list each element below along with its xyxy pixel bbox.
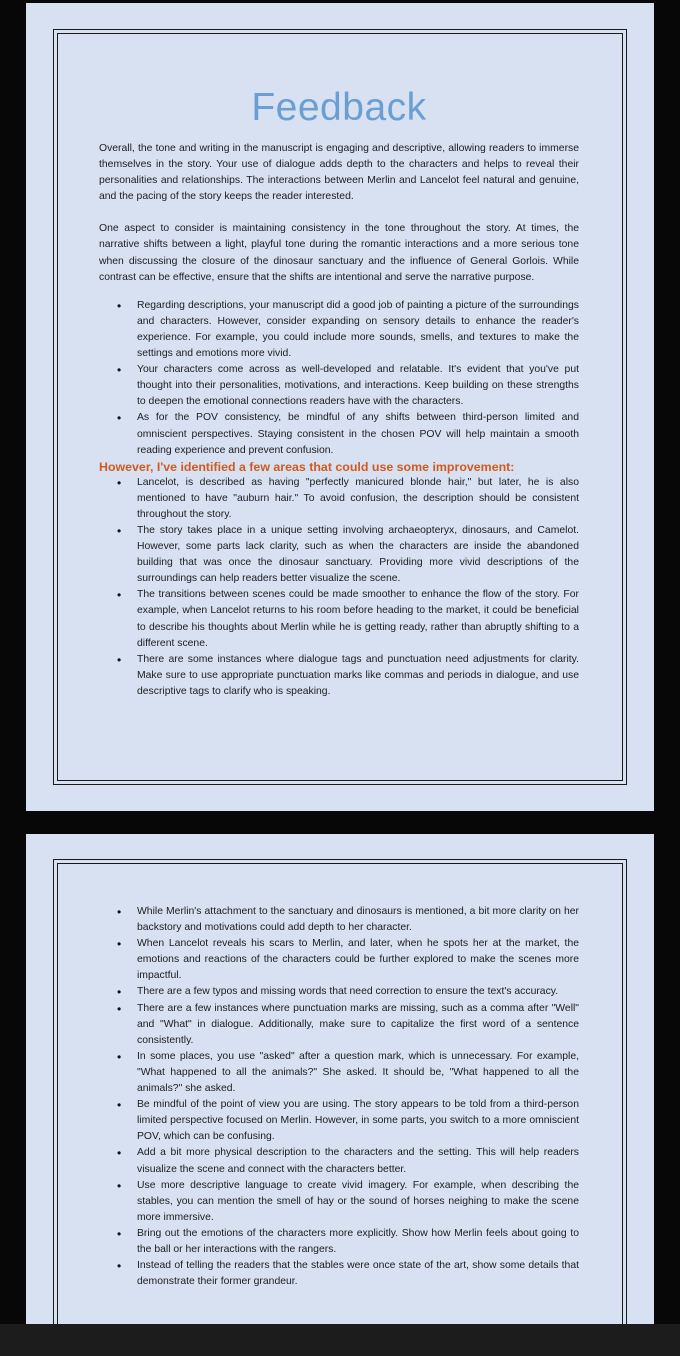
- list-item: • The story takes place in a unique setting involving archaeopteryx, dinosaurs, and Camelot. However, some parts lack clarity, such as when the characters are inside the abandoned building that was once the dinosaur sanctuary. Providing more vivid descriptions of the surroundings can help readers better visualize the scene.: [137, 523, 579, 587]
- list-item: • There are a few instances where punctuation marks are missing, such as a comma after "Well" and "What" in dialogue. Additionally, make sure to capitalize the first word of a sentence consistently.: [137, 1001, 579, 1049]
- bullet-list: [99, 298, 579, 459]
- list-item: • When Lancelot reveals his scars to Merlin, and later, when he spots her at the market, the emotions and reactions of the characters could be further explored to make the scenes more impactful.: [137, 936, 579, 984]
- list-item: • The transitions between scenes could be made smoother to enhance the flow of the story. For example, when Lancelot returns to his room before heading to the market, it could be beneficial to describe his thoughts about Merlin while he is getting ready, rather than abruptly shifting to a different scene.: [137, 587, 579, 651]
- list-item: • Bring out the emotions of the characters more explicitly. Show how Merlin feels about going to the ball or her interactions with the rangers.: [137, 1226, 579, 1258]
- list-item: • In some places, you use "asked" after a question mark, which is unnecessary. For example, "What happened to all the animals?" She asked. It should be, "What happened to all the animals?" she asked.: [137, 1049, 579, 1097]
- bottom-bar: [0, 1324, 680, 1356]
- list-item: • Your characters come across as well-developed and relatable. It's evident that you've put thought into their personalities, motivations, and interactions. Keep building on these strengths to deepen the emotional connections readers have with the characters.: [137, 362, 579, 410]
- list-item: • Regarding descriptions, your manuscript did a good job of painting a picture of the surroundings and characters. However, consider expanding on sensory details to enhance the reader's experience. For example, you could include more sounds, smells, and textures to make the settings and emotions more vivid.: [137, 298, 579, 362]
- paragraph: Overall, the tone and writing in the manuscript is engaging and descriptive, allowing readers to immerse themselves in the story. Your use of dialogue adds depth to the characters and helps to reveal their personalities and relationships. The interactions between Merlin and Lancelot feel natural and genuine, and the pacing of the story keeps the reader interested.: [99, 143, 579, 203]
- list-item: • While Merlin's attachment to the sanctuary and dinosaurs is mentioned, a bit more clarity on her backstory and motivations could add depth to her character.: [137, 904, 579, 936]
- document-page-2: [26, 834, 654, 1334]
- list-item: • There are some instances where dialogue tags and punctuation need adjustments for clarity. Make sure to use appropriate punctuation marks like commas and periods in dialogue, and use descriptive tags to clarify who is speaking.: [137, 652, 579, 700]
- list-item: • There are a few typos and missing words that need correction to ensure the text's accuracy.: [137, 984, 579, 1000]
- list-item: • Be mindful of the point of view you are using. The story appears to be told from a third-person limited perspective focused on Merlin. However, in some parts, you switch to a more omniscient POV, which can be confusing.: [137, 1097, 579, 1145]
- list-item: • Use more descriptive language to create vivid imagery. For example, when describing the stables, you can mention the smell of hay or the sound of horses neighing to make the scene more immersive.: [137, 1178, 579, 1226]
- bullet-list: [99, 904, 579, 1290]
- bullet-list: [99, 475, 579, 700]
- list-item: • As for the POV consistency, be mindful of any shifts between third-person limited and omniscient perspectives. Staying consistent in the chosen POV will help maintain a smooth reading experience and prevent confusion.: [137, 410, 579, 458]
- section-heading: However, I've identified a few areas that could use some improvement:: [99, 459, 515, 474]
- paragraph: One aspect to consider is maintaining consistency in the tone throughout the story. At times, the narrative shifts between a light, playful tone during the romantic interactions and a more serious tone when discussing the closure of the dinosaur sanctuary and the influence of General Gorlois. While contrast can be effective, ensure that the shifts are intentional and serve the narrative purpose.: [99, 223, 579, 283]
- list-item: • Instead of telling the readers that the stables were once state of the art, show some details that demonstrate their former grandeur.: [137, 1258, 579, 1290]
- document-page-1: [26, 3, 654, 811]
- list-item: • Lancelot, is described as having "perfectly manicured blonde hair," but later, he is also mentioned to have "auburn hair." To avoid confusion, the description should be consistent throughout the story.: [137, 475, 579, 523]
- list-item: • Add a bit more physical description to the characters and the setting. This will help readers visualize the scene and connect with the characters better.: [137, 1145, 579, 1177]
- page-2-content: [99, 904, 579, 1290]
- page-title: Feedback: [251, 86, 427, 129]
- page-1-content: [99, 85, 579, 700]
